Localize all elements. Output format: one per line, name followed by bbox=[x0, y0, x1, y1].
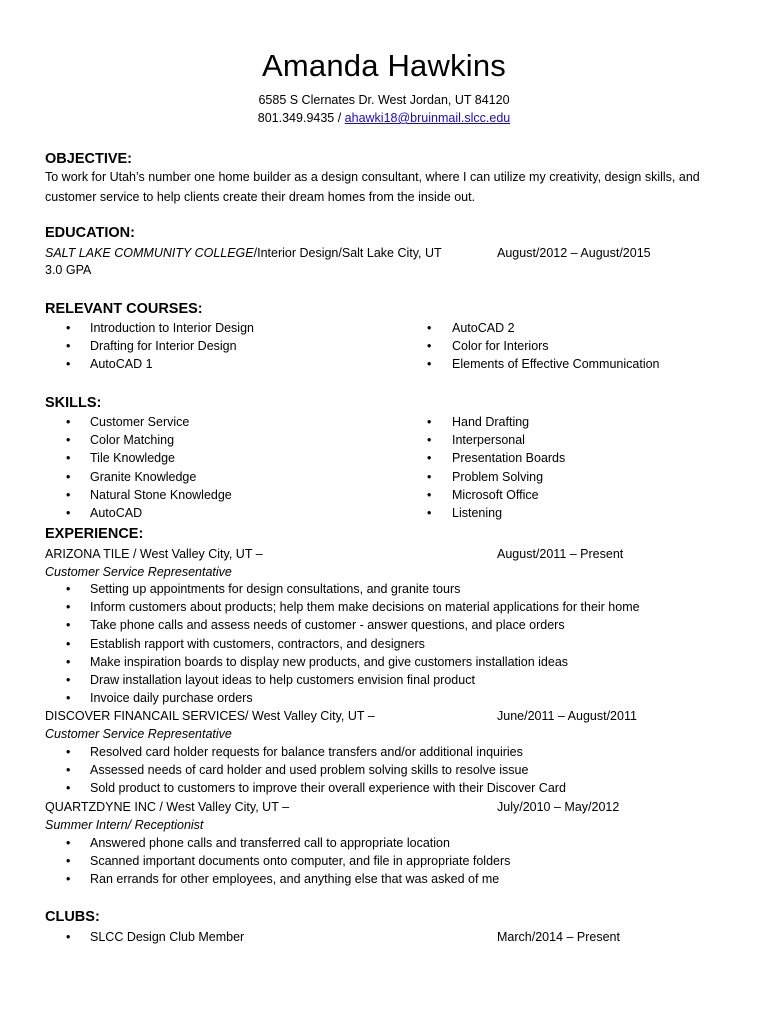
education-dates: August/2012 – August/2015 bbox=[497, 246, 651, 260]
email-link[interactable]: ahawki18@bruinmail.slcc.edu bbox=[344, 111, 511, 125]
objective-heading: OBJECTIVE: bbox=[45, 151, 133, 167]
bullet-glyph: • bbox=[66, 836, 71, 850]
job-bullet-item: Establish rapport with customers, contractors, and designers bbox=[90, 636, 425, 651]
phone: 801.349.9435 / bbox=[257, 111, 345, 125]
job-dates: June/2011 – August/2011 bbox=[497, 709, 637, 723]
club-dates: March/2014 – Present bbox=[497, 930, 620, 944]
course-item: Elements of Effective Communication bbox=[452, 357, 660, 371]
skill-item: Microsoft Office bbox=[452, 487, 539, 502]
bullet-glyph: • bbox=[66, 321, 71, 335]
bullet-glyph: • bbox=[66, 691, 71, 706]
bullet-glyph: • bbox=[427, 415, 432, 429]
course-item: AutoCAD 1 bbox=[90, 357, 153, 371]
skill-item: Customer Service bbox=[90, 415, 190, 429]
school-name: SALT LAKE COMMUNITY COLLEGE bbox=[45, 246, 254, 260]
bullet-glyph: • bbox=[66, 582, 71, 596]
bullet-glyph: • bbox=[66, 487, 71, 502]
job-title: Customer Service Representative bbox=[45, 565, 232, 579]
job-employer: DISCOVER FINANCAIL SERVICES/ West Valley City, UT – bbox=[45, 709, 375, 723]
objective-line-2: customer service to help clients create their dream homes from the inside out. bbox=[45, 190, 476, 204]
courses-heading: RELEVANT COURSES: bbox=[45, 301, 203, 317]
job-title: Summer Intern/ Receptionist bbox=[45, 818, 204, 832]
skill-item: Interpersonal bbox=[452, 433, 525, 448]
job-bullet-item: Ran errands for other employees, and anything else that was asked of me bbox=[90, 872, 500, 887]
job-title: Customer Service Representative bbox=[45, 727, 232, 741]
skills-heading: SKILLS: bbox=[45, 395, 102, 411]
education-heading: EDUCATION: bbox=[45, 225, 135, 241]
bullet-glyph: • bbox=[427, 339, 432, 353]
job-bullet-item: Draw installation layout ideas to help customers envision final product bbox=[90, 673, 475, 687]
bullet-glyph: • bbox=[66, 357, 71, 371]
bullet-glyph: • bbox=[66, 451, 71, 466]
bullet-glyph: • bbox=[427, 451, 432, 466]
education-gpa: 3.0 GPA bbox=[45, 263, 92, 277]
bullet-glyph: • bbox=[427, 506, 432, 520]
bullet-glyph: • bbox=[66, 636, 71, 651]
contact-line bbox=[0, 111, 768, 125]
skill-item: Problem Solving bbox=[452, 469, 544, 484]
bullet-glyph: • bbox=[427, 357, 432, 371]
course-item: Color for Interiors bbox=[452, 339, 549, 353]
bullet-glyph: • bbox=[427, 469, 432, 484]
bullet-glyph: • bbox=[427, 433, 432, 448]
job-bullet-item: Setting up appointments for design consultations, and granite tours bbox=[90, 582, 461, 596]
bullet-glyph: • bbox=[66, 339, 71, 353]
bullet-glyph: • bbox=[66, 469, 71, 484]
bullet-glyph: • bbox=[66, 763, 71, 778]
skill-item: Listening bbox=[452, 506, 503, 520]
job-employer: QUARTZDYNE INC / West Valley City, UT – bbox=[45, 800, 290, 814]
job-bullet-item: Inform customers about products; help them make decisions on material applications for their home bbox=[90, 600, 640, 615]
job-dates: July/2010 – May/2012 bbox=[497, 800, 620, 814]
bullet-glyph: • bbox=[427, 321, 432, 335]
bullet-glyph: • bbox=[66, 854, 71, 869]
job-bullet-item: Invoice daily purchase orders bbox=[90, 691, 253, 706]
skill-item: Natural Stone Knowledge bbox=[90, 487, 232, 502]
objective-line-1: To work for Utah’s number one home builder as a design consultant, where I can utilize my creativity, design skills, and bbox=[45, 170, 700, 184]
bullet-glyph: • bbox=[66, 415, 71, 429]
bullet-glyph: • bbox=[66, 930, 71, 944]
skill-item: Presentation Boards bbox=[452, 451, 566, 466]
job-bullet-item: Take phone calls and assess needs of customer - answer questions, and place orders bbox=[90, 618, 565, 633]
education-program: /Interior Design/Salt Lake City, UT bbox=[253, 246, 442, 260]
course-item: AutoCAD 2 bbox=[452, 321, 515, 335]
course-item: Introduction to Interior Design bbox=[90, 321, 254, 335]
bullet-glyph: • bbox=[66, 673, 71, 687]
bullet-glyph: • bbox=[66, 781, 71, 796]
bullet-glyph: • bbox=[66, 506, 71, 520]
bullet-glyph: • bbox=[66, 618, 71, 633]
skill-item: AutoCAD bbox=[90, 506, 143, 520]
address: 6585 S Clernates Dr. West Jordan, UT 84120 bbox=[258, 93, 510, 107]
experience-heading: EXPERIENCE: bbox=[45, 526, 144, 542]
bullet-glyph: • bbox=[66, 433, 71, 448]
job-bullet-item: Assessed needs of card holder and used problem solving skills to resolve issue bbox=[90, 763, 529, 778]
job-bullet-item: Resolved card holder requests for balance transfers and/or additional inquiries bbox=[90, 745, 523, 759]
bullet-glyph: • bbox=[66, 600, 71, 615]
skill-item: Granite Knowledge bbox=[90, 469, 197, 484]
bullet-glyph: • bbox=[427, 487, 432, 502]
clubs-heading: CLUBS: bbox=[45, 909, 100, 925]
bullet-glyph: • bbox=[66, 654, 71, 669]
job-bullet-item: Answered phone calls and transferred call to appropriate location bbox=[90, 836, 450, 850]
skill-item: Color Matching bbox=[90, 433, 175, 448]
skill-item: Hand Drafting bbox=[452, 415, 530, 429]
job-bullet-item: Make inspiration boards to display new products, and give customers installation ideas bbox=[90, 654, 569, 669]
bullet-glyph: • bbox=[66, 872, 71, 887]
resume-name: Amanda Hawkins bbox=[261, 48, 507, 83]
bullet-glyph: • bbox=[66, 745, 71, 759]
job-employer: ARIZONA TILE / West Valley City, UT – bbox=[45, 547, 263, 561]
job-dates: August/2011 – Present bbox=[497, 547, 624, 561]
club-item: SLCC Design Club Member bbox=[90, 930, 245, 944]
job-bullet-item: Sold product to customers to improve their overall experience with their Discover Card bbox=[90, 781, 566, 796]
job-bullet-item: Scanned important documents onto computer, and file in appropriate folders bbox=[90, 854, 511, 869]
education-line bbox=[45, 246, 442, 260]
course-item: Drafting for Interior Design bbox=[90, 339, 237, 353]
skill-item: Tile Knowledge bbox=[90, 451, 176, 466]
